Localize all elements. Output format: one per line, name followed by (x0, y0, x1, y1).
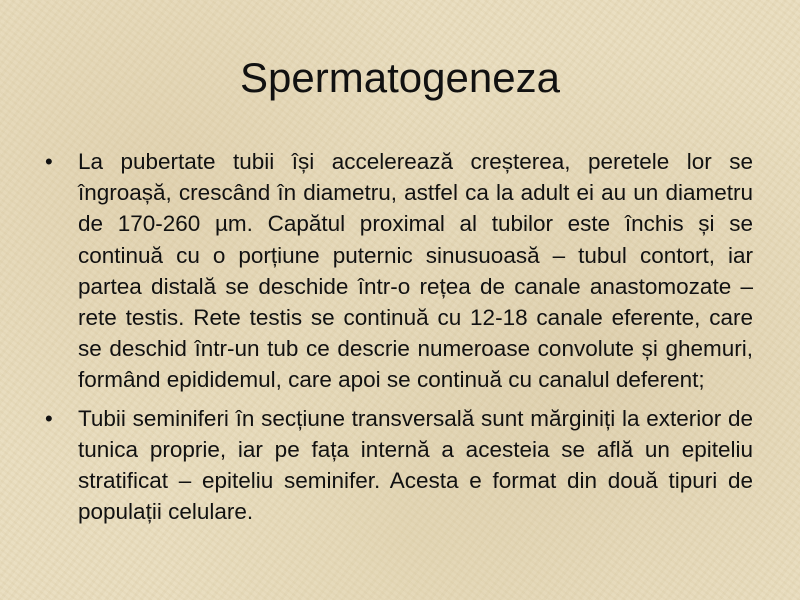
bullet-item (45, 403, 753, 528)
bullet-text: Tubii seminiferi în secțiune transversală sunt mărginiți la exterior de tunica proprie, iar pe fața internă a acesteia se află un epiteliu stratificat – epiteliu seminifer. Acesta e format din două tipuri de populații celulare. (78, 405, 753, 525)
bullet-dot-icon: • (45, 405, 53, 431)
bullet-item (45, 146, 753, 396)
bullet-list (45, 146, 753, 534)
slide-title: Spermatogeneza (240, 54, 560, 101)
bullet-text: La pubertate tubii își accelerează creșterea, peretele lor se îngroașă, crescând în diametru, astfel ca la adult ei au un diametru de 170-260 µm. Capătul proximal al tubilor este închis și se continuă cu o porțiune puternic sinusuoasă – tubul contort, iar partea distală se deschide într-o rețea de canale anastomozate – rete testis. Rete testis se continuă cu 12-18 canale eferente, care se deschid într-un tub ce descrie numeroase convolute și ghemuri, formând epididemul, care apoi se continuă cu canalul deferent; (78, 149, 753, 393)
bullet-dot-icon: • (45, 149, 53, 174)
